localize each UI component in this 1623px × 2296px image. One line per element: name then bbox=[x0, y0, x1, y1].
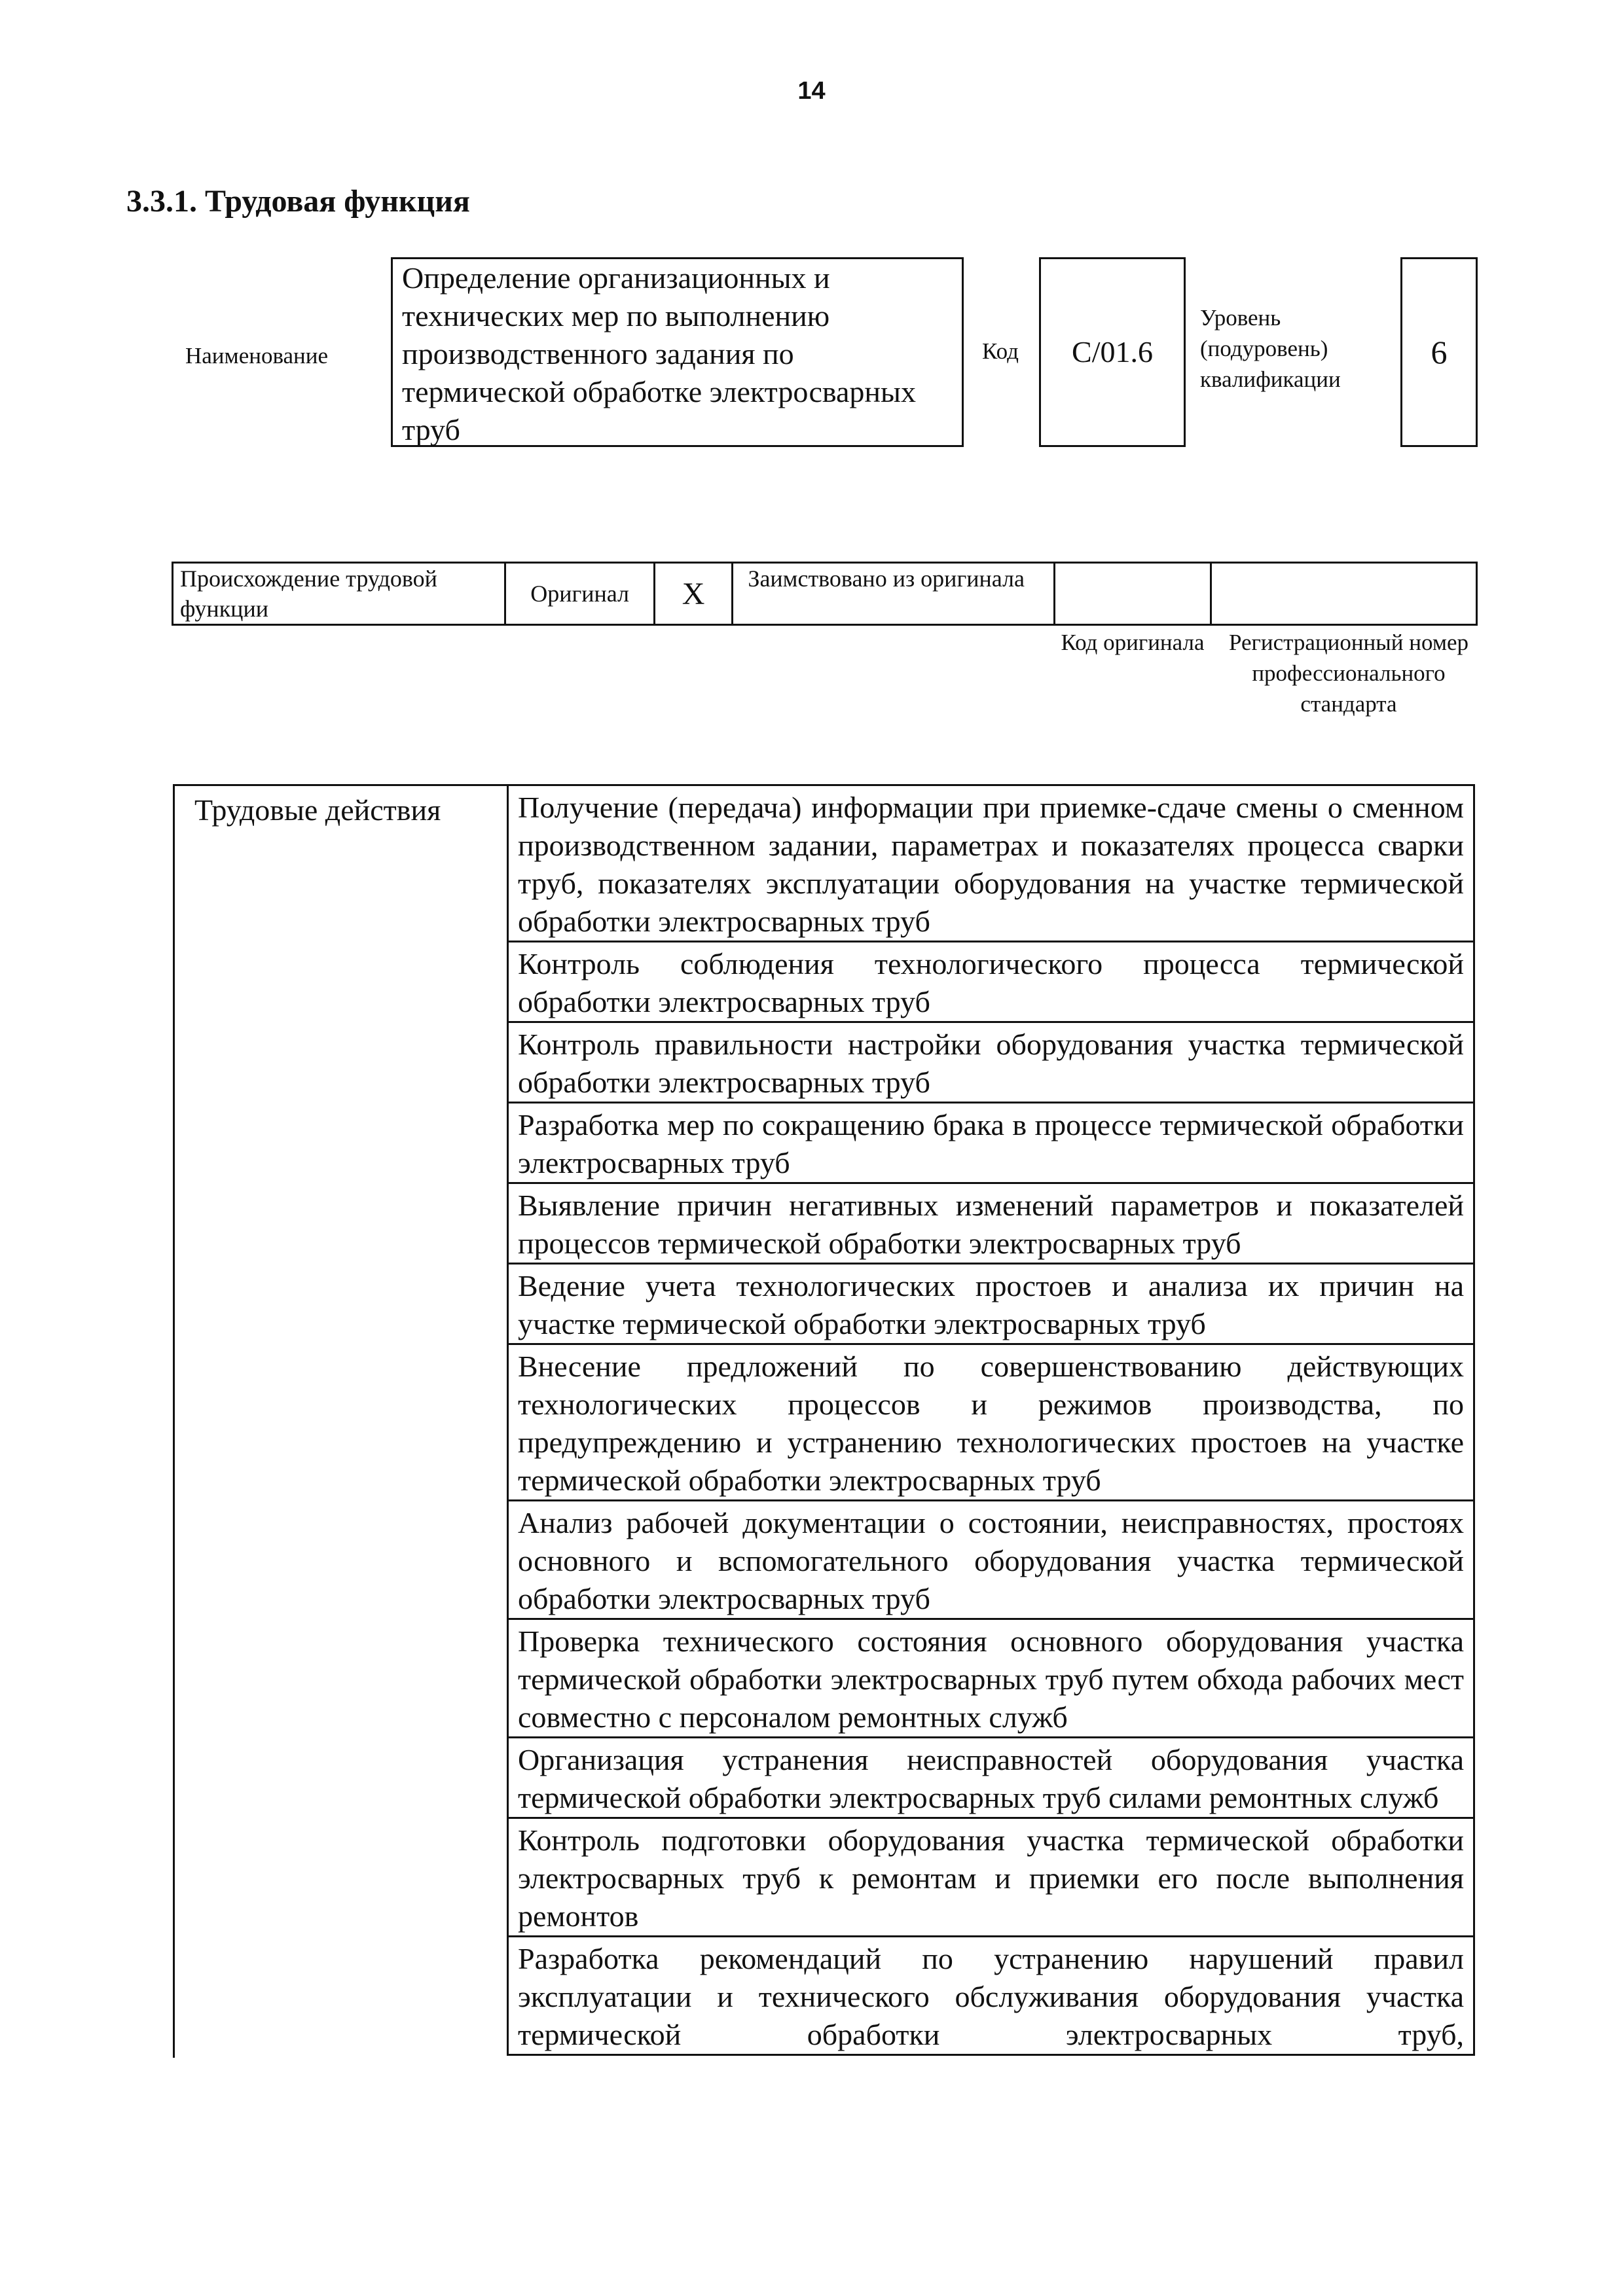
origin-row bbox=[172, 562, 1478, 626]
origin-label: Происхождение трудовой функции bbox=[173, 564, 506, 624]
labour-action-row: Контроль правильности настройки оборудования участка термической обработки электросварных труб bbox=[509, 1023, 1473, 1103]
labour-action-row: Проверка технического состояния основного оборудования участка термической обработки электросварных труб путем обхода рабочих мест совместно с персоналом ремонтных служб bbox=[509, 1620, 1473, 1738]
labour-action-row: Ведение учета технологических простоев и анализа их причин на участке термической обработки электросварных труб bbox=[509, 1265, 1473, 1345]
level-box bbox=[1400, 257, 1478, 447]
name-label: Наименование bbox=[185, 343, 329, 368]
code-label: Код bbox=[982, 338, 1019, 364]
function-name-text: Определение организационных и технических мер по выполнению производственного задания по термической обработке электросварных труб bbox=[402, 261, 916, 446]
level-label: Уровень (подуровень) квалификации bbox=[1200, 305, 1341, 392]
labour-action-row: Контроль соблюдения технологического процесса термической обработки электросварных труб bbox=[509, 942, 1473, 1023]
borrowed-label: Заимствовано из оригинала bbox=[733, 564, 1055, 624]
original-mark bbox=[655, 564, 734, 624]
original-code-caption: Код оригинала bbox=[1061, 630, 1205, 655]
original-mark-text: X bbox=[682, 576, 705, 611]
code-value: C/01.6 bbox=[1072, 335, 1153, 368]
labour-action-row: Внесение предложений по совершенствованию действующих технологических процессов и режимов производства, по предупреждению и устранению технологических простоев на участке термической обработки электросварных труб bbox=[509, 1345, 1473, 1501]
code-box bbox=[1039, 257, 1186, 447]
original-label bbox=[506, 564, 655, 624]
labour-action-row: Получение (передача) информации при приемке-сдаче смены о сменном производственном задании, параметрах и показателях процесса сварки труб, показателях эксплуатации оборудования на участке термической обработки электросварных труб bbox=[509, 786, 1473, 942]
page-number: 14 bbox=[797, 77, 826, 105]
labour-action-row: Выявление причин негативных изменений параметров и показателей процессов термической обработки электросварных труб bbox=[509, 1184, 1473, 1265]
labour-action-row: Анализ рабочей документации о состоянии, неисправностях, простоях основного и вспомогательного оборудования участка термической обработки электросварных труб bbox=[509, 1501, 1473, 1620]
original-code-cell bbox=[1055, 564, 1212, 624]
function-name-box bbox=[391, 257, 964, 447]
labour-action-row: Организация устранения неисправностей оборудования участка термической обработки электросварных труб силами ремонтных служб bbox=[509, 1738, 1473, 1819]
labour-action-row: Разработка рекомендаций по устранению нарушений правил эксплуатации и технического обслуживания оборудования участка термической обработки электросварных труб, bbox=[518, 1942, 1464, 2051]
original-label-text: Оригинал bbox=[530, 581, 630, 607]
reg-number-cell bbox=[1212, 564, 1476, 624]
reg-number-caption: Регистрационный номер профессионального стандарта bbox=[1228, 630, 1469, 717]
labour-action-row: Разработка мер по сокращению брака в процессе термической обработки электросварных труб bbox=[509, 1103, 1473, 1184]
labour-actions-label-cell bbox=[173, 784, 509, 2058]
labour-action-row: Контроль подготовки оборудования участка термической обработки электросварных труб к ремонтам и приемки его после выполнения ремонтов bbox=[509, 1819, 1473, 1937]
section-title: 3.3.1. Трудовая функция bbox=[126, 184, 470, 219]
level-value: 6 bbox=[1431, 334, 1448, 370]
labour-actions-label: Трудовые действия bbox=[194, 793, 441, 827]
labour-actions-list bbox=[507, 784, 1475, 2056]
